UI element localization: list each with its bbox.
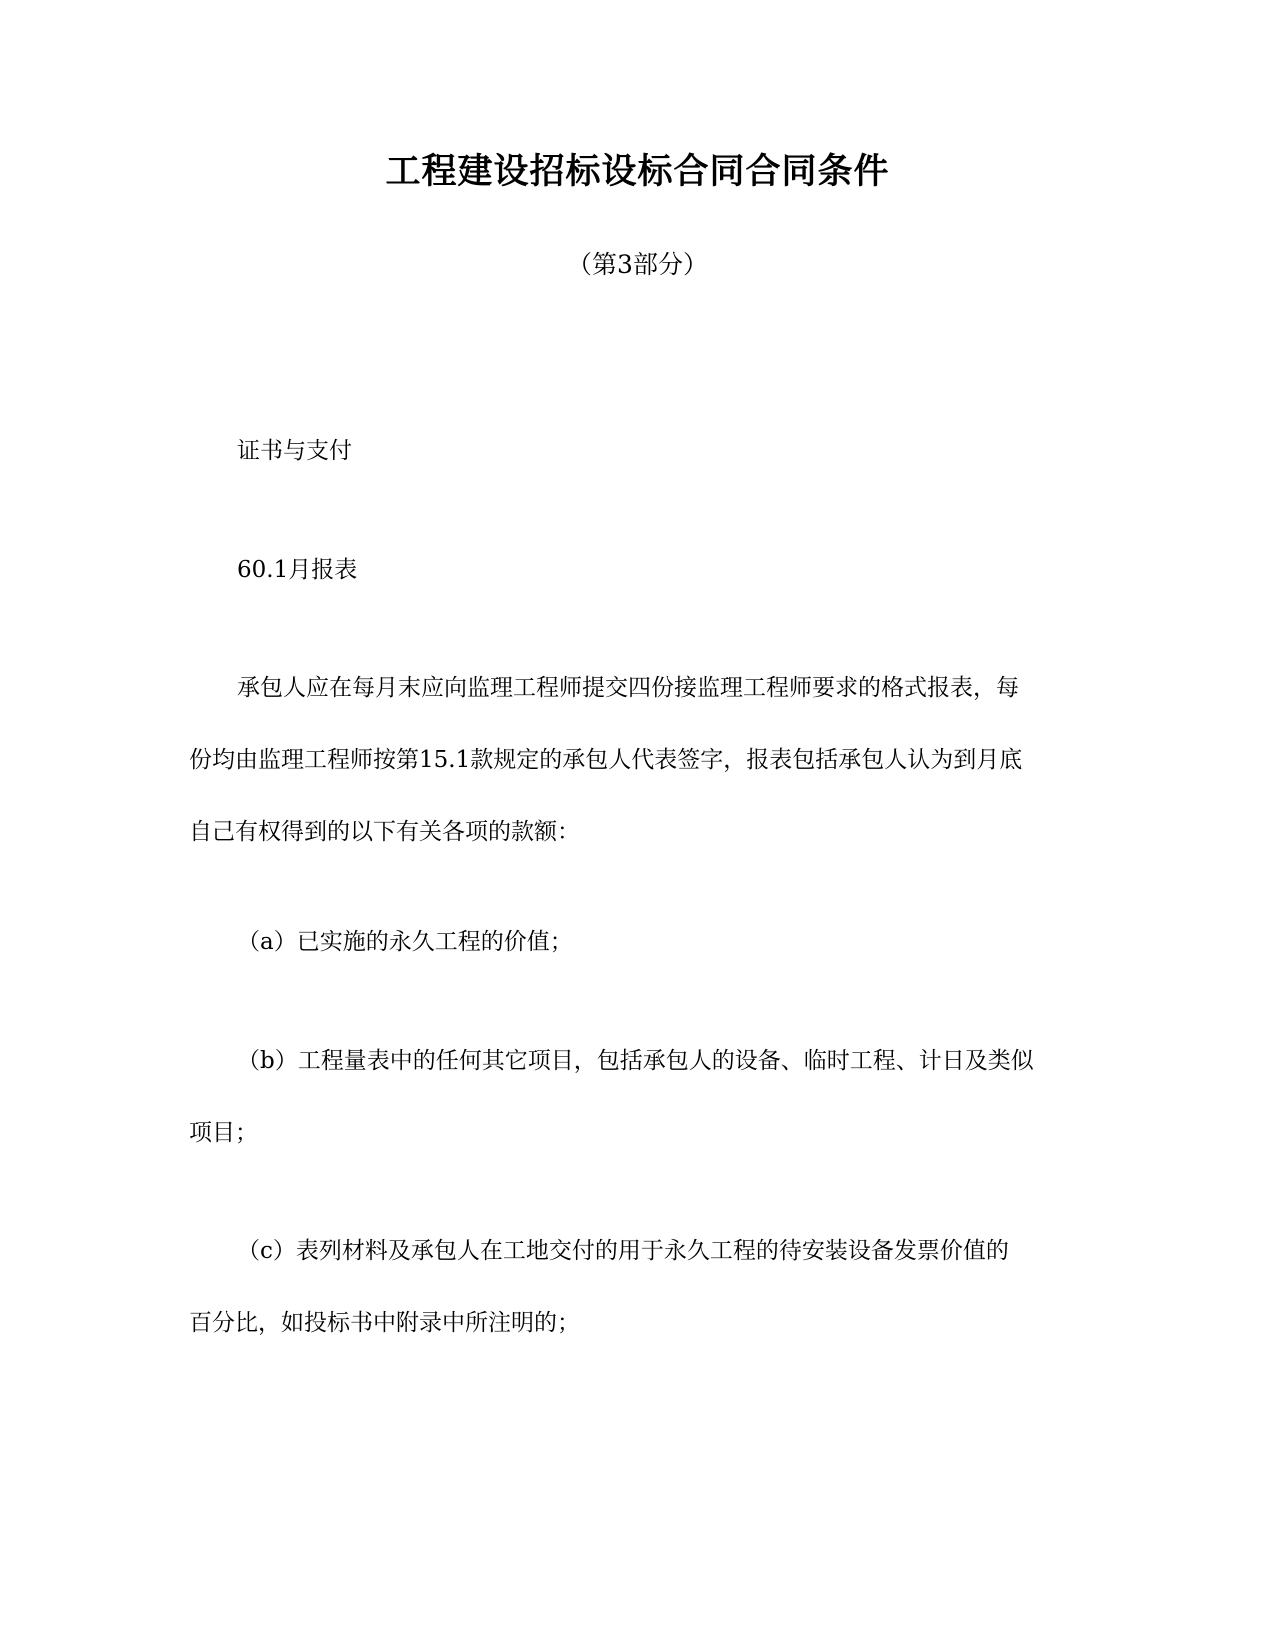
clause-heading — [189, 553, 1089, 587]
list-item-line: （c）表列材料及承包人在工地交付的用于永久工程的待安装设备发票价值的 — [237, 1238, 1009, 1264]
paragraph-line: 自己有权得到的以下有关各项的款额： — [189, 819, 580, 845]
paragraph-line: 承包人应在每月末应向监理工程师提交四份接监理工程师要求的格式报表，每 — [237, 675, 1019, 701]
section-heading-text: 证书与支付 — [237, 438, 352, 464]
section-heading — [189, 434, 1089, 468]
list-item-a — [189, 925, 1089, 959]
list-item-line: 百分比，如投标书中附录中所注明的； — [189, 1310, 580, 1336]
document-title: 工程建设招标设标合同合同条件 — [385, 152, 890, 192]
list-item-line: （a）已实施的永久工程的价值； — [237, 929, 573, 955]
document-subtitle: （第3部分） — [567, 250, 708, 279]
clause-heading-text: 60.1月报表 — [237, 557, 358, 583]
paragraph-main — [189, 671, 1089, 849]
list-item-b — [189, 1044, 1089, 1150]
list-item-line: 项目； — [189, 1120, 258, 1146]
list-item-line: （b）工程量表中的任何其它项目，包括承包人的设备、临时工程、计日及类似 — [237, 1048, 1034, 1074]
paragraph-line: 份均由监理工程师按第15.1款规定的承包人代表签字，报表包括承包人认为到月底 — [189, 747, 1023, 773]
list-item-c — [189, 1234, 1089, 1340]
